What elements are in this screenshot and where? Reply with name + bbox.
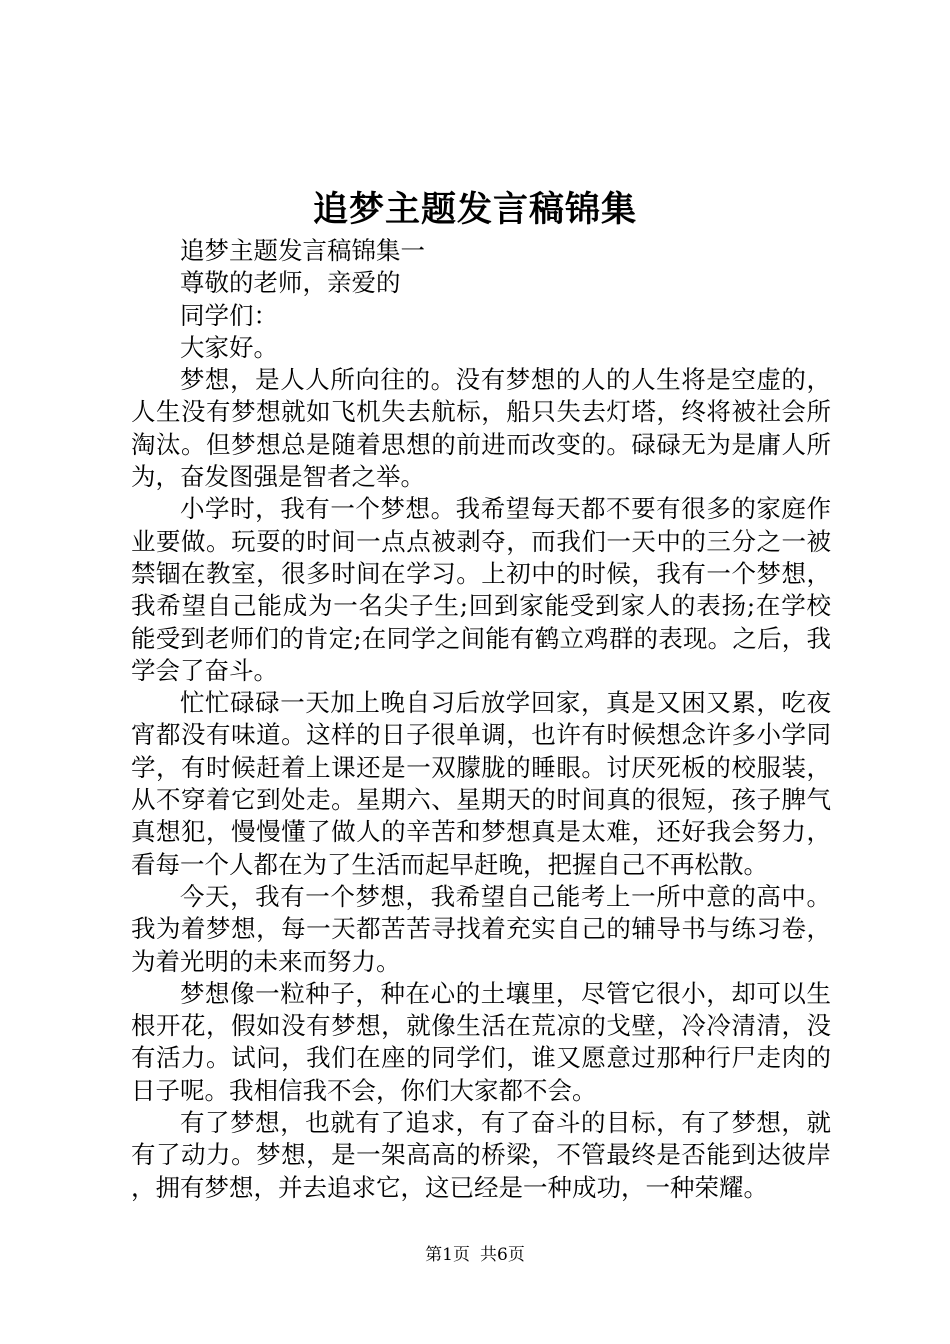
paragraph-body: 有了梦想，也就有了追求，有了奋斗的目标，有了梦想，就有了动力。梦想，是一架高高的桥梁，不管最终是否能到达彼岸，拥有梦想，并去追求它，这已经是一种成功，一种荣耀。 — [131, 1108, 831, 1202]
paragraph-salutation-continued: 同学们： — [180, 300, 278, 330]
page-footer — [0, 1243, 950, 1267]
paragraph-body: 小学时，我有一个梦想。我希望每天都不要有很多的家庭作业要做。玩耍的时间一点点被剥夺，而我们一天中的三分之一被禁锢在教室，很多时间在学习。上初中的时候，我有一个梦想，我希望自己能成为一名尖子生;回到家能受到家人的表扬;在学校能受到老师们的肯定;在同学之间能有鹤立鸡群的表现。之后，我学会了奋斗。 — [131, 494, 831, 685]
paragraph-body: 梦想，是人人所向往的。没有梦想的人的人生将是空虚的，人生没有梦想就如飞机失去航标，船只失去灯塔，终将被社会所淘汰。但梦想总是随着思想的前进而改变的。碌碌无为是庸人所为，奋发图强是智者之举。 — [131, 365, 831, 492]
paragraph-body: 梦想像一粒种子，种在心的土壤里，尽管它很小，却可以生根开花，假如没有梦想，就像生活在荒凉的戈壁，冷冷清清，没有活力。试问，我们在座的同学们，谁又愿意过那种行尸走肉的日子呢。我相信我不会，你们大家都不会。 — [131, 978, 831, 1105]
paragraph-heading: 追梦主题发言稿锦集一 — [180, 236, 425, 265]
paragraph-body: 忙忙碌碌一天加上晚自习后放学回家，真是又困又累，吃夜宵都没有味道。这样的日子很单调，也许有时候想念许多小学同学，有时候赶着上课还是一双朦胧的睡眼。讨厌死板的校服装，从不穿着它到处走。星期六、星期天的时间真的很短，孩子脾气真想犯，慢慢懂了做人的辛苦和梦想真是太难，还好我会努力，看每一个人都在为了生活而起早赶晚，把握自己不再松散。 — [131, 688, 831, 879]
paragraph-body: 今天，我有一个梦想，我希望自己能考上一所中意的高中。我为着梦想，每一天都苦苦寻找着充实自己的辅导书与练习卷，为着光明的未来而努力。 — [131, 881, 831, 976]
paragraph-greeting: 大家好。 — [180, 332, 278, 362]
page-number: 第1页 — [425, 1245, 470, 1265]
document-body — [131, 235, 831, 1204]
paragraph-salutation: 尊敬的老师，亲爱的 — [180, 268, 401, 298]
page-total: 共6页 — [480, 1245, 525, 1265]
document-title: 追梦主题发言稿锦集 — [312, 189, 637, 230]
